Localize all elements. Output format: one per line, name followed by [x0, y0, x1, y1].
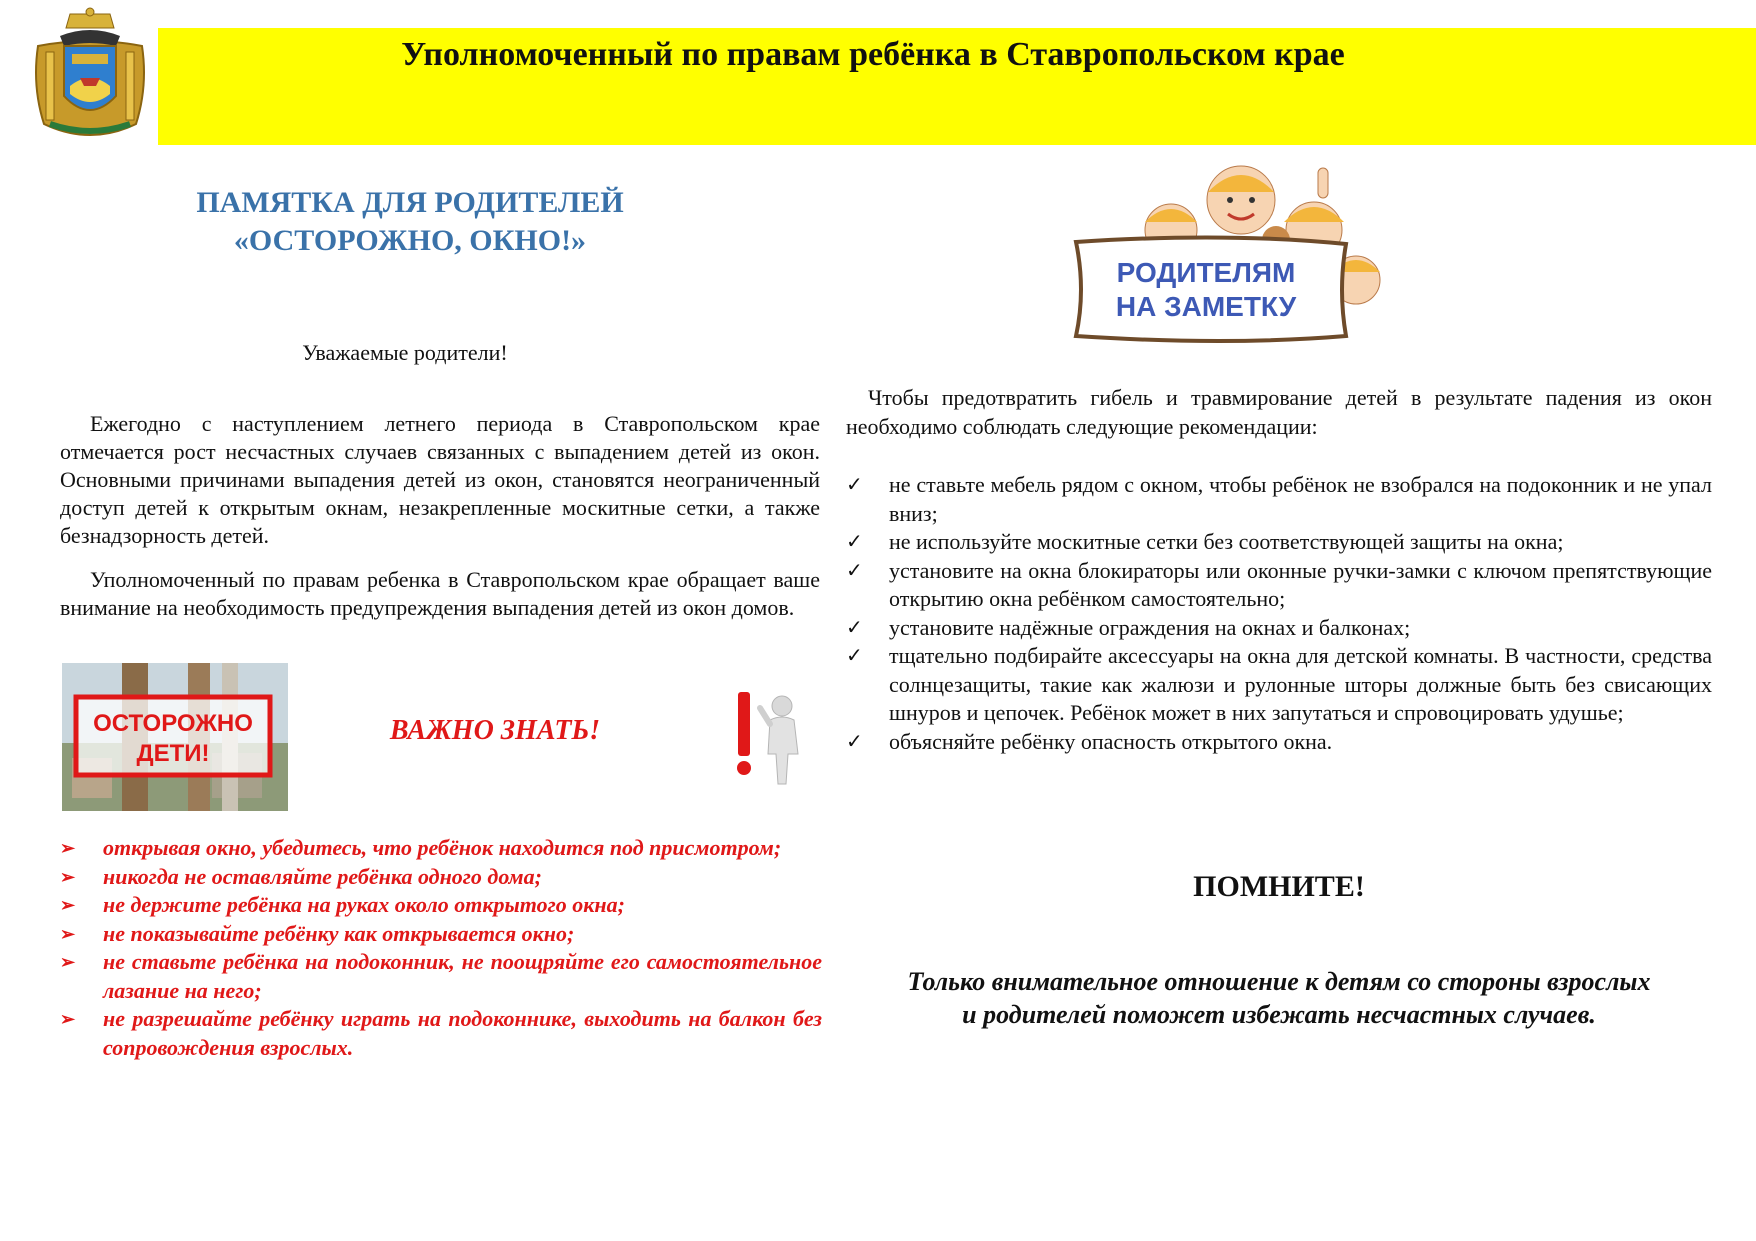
- list-item: ➢ не держите ребёнка на руках около открытого окна;: [60, 891, 822, 920]
- list-item: ➢ никогда не оставляйте ребёнка одного дома;: [60, 863, 822, 892]
- memo-title-line2: «ОСТОРОЖНО, ОКНО!»: [233, 224, 587, 257]
- coat-of-arms-icon: [30, 6, 150, 142]
- paragraph-1: Ежегодно с наступлением летнего периода в Ставропольском крае отмечается рост несчастных случаев связанных с выпадением детей из окон. Основными причинами выпадения детей из окон, становятся неограниченный доступ детей к открытым окнам, незакрепленные москитные сетки, а также безнадзорность детей.: [60, 411, 820, 548]
- important-heading: ВАЖНО ЗНАТЬ!: [389, 715, 601, 746]
- arrow-bullet-icon: ➢: [60, 1009, 76, 1029]
- list-item: ✓ установите на окна блокираторы или оконные ручки-замки с ключом препятствующие открытию окна ребёнком самостоятельно;: [846, 557, 1712, 611]
- list-item: ➢ не показывайте ребёнку как открывается окно;: [60, 920, 822, 949]
- exclamation-figure-icon: [722, 688, 817, 788]
- list-item: ✓ тщательно подбирайте аксессуары на окна для детской комнаты. В частности, средства солнцезащиты, такие как жалюзи и рулонные шторы должные быть без свисающих шнуров и цепочек. Ребёнок может в них запутаться и спровоцировать удушье;: [846, 643, 1712, 725]
- list-item: ➢ не разрешайте ребёнку играть на подоконнике, выходить на балкон без сопровождения взрослых.: [60, 1006, 822, 1060]
- list-item: ➢ открывая окно, убедитесь, что ребёнок находится под присмотром;: [60, 834, 822, 863]
- memo-title-line1: ПАМЯТКА ДЛЯ РОДИТЕЛЕЙ: [196, 186, 624, 219]
- photo-sign-line2: ДЕТИ!: [136, 740, 210, 767]
- header-title: Уполномоченный по правам ребёнка в Ставропольском крае: [401, 36, 1345, 73]
- list-item: ✓ не используйте москитные сетки без соответствующей защиты на окна;: [846, 528, 1712, 557]
- remember-heading: ПОМНИТЕ!: [1193, 870, 1365, 903]
- arrow-bullet-icon: ➢: [60, 952, 76, 972]
- parents-note-sign: [1056, 160, 1406, 360]
- recommendations-list: [846, 471, 1712, 756]
- checkmark-icon: ✓: [846, 616, 863, 639]
- important-list: [60, 834, 822, 1062]
- header-banner: [158, 28, 1756, 145]
- list-item: ✓ не ставьте мебель рядом с окном, чтобы ребёнок не взобрался на подоконник и не упал вниз;: [846, 472, 1712, 526]
- window-photo-image: [62, 663, 288, 811]
- list-item: ✓ объясняйте ребёнку опасность открытого окна.: [846, 728, 1712, 757]
- closing-line2: и родителей поможет избежать несчастных случаев.: [962, 1000, 1596, 1029]
- checkmark-icon: ✓: [846, 531, 863, 553]
- arrow-bullet-icon: ➢: [60, 923, 76, 944]
- checkmark-icon: ✓: [846, 645, 863, 667]
- parents-note-line1: РОДИТЕЛЯМ: [1116, 257, 1296, 288]
- photo-sign-line1: ОСТОРОЖНО: [93, 710, 253, 737]
- checkmark-icon: ✓: [846, 559, 863, 582]
- arrow-bullet-icon: ➢: [60, 866, 76, 887]
- arrow-bullet-icon: ➢: [60, 838, 76, 858]
- closing-statement: [846, 965, 1712, 1031]
- greeting: Уважаемые родители!: [302, 340, 508, 365]
- recommendations-intro: Чтобы предотвратить гибель и травмирование детей в результате падения из окон необходимо соблюдать следующие рекомендации:: [846, 385, 1712, 439]
- paragraph-2: Уполномоченный по правам ребенка в Ставропольском крае обращает ваше внимание на необходимость предупреждения выпадения детей из окон домов.: [60, 567, 820, 620]
- arrow-bullet-icon: ➢: [60, 895, 76, 915]
- checkmark-icon: ✓: [846, 474, 863, 496]
- list-item: ✓ установите надёжные ограждения на окнах и балконах;: [846, 614, 1712, 643]
- memo-title: [60, 184, 760, 260]
- window-warning-photo: [62, 663, 288, 811]
- list-item: ➢ не ставьте ребёнка на подоконник, не поощряйте его самостоятельное лазание на него;: [60, 949, 822, 1003]
- closing-line1: Только внимательное отношение к детям со стороны взрослых: [907, 967, 1651, 996]
- checkmark-icon: ✓: [846, 730, 863, 753]
- parents-note-line2: НА ЗАМЕТКУ: [1115, 291, 1297, 322]
